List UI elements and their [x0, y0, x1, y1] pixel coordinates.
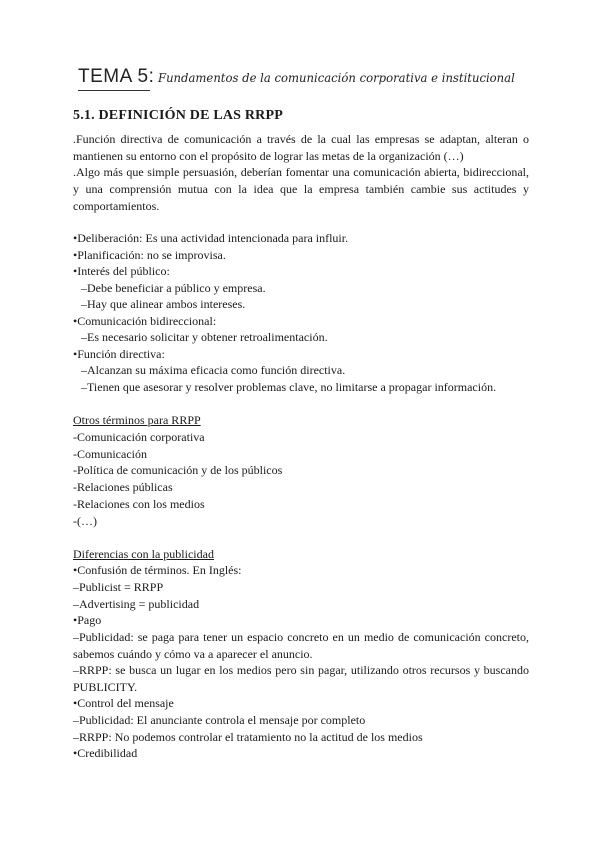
definition-paragraph-1: .Función directiva de comunicación a través de la cual las empresas se adaptan, alteran o mantienen su entorno con el propósito de lograr las metas de la organización (…)	[73, 132, 529, 163]
tema-subtitle: Fundamentos de la comunicación corporativa e institucional	[158, 70, 516, 85]
definition-paragraph-2: .Algo más que simple persuasión, deberían fomentar una comunicación abierta, bidireccional, y una comprensión mutua con la idea que la empresa también cambie sus actitudes y comportamientos.	[73, 165, 529, 213]
diferencias-confusion: •Confusión de términos. En Inglés:	[73, 563, 242, 577]
otros-item: -Comunicación	[73, 447, 147, 461]
section-title: 5.1. DEFINICIÓN DE LAS RRPP	[73, 108, 283, 123]
feature-bidireccional-sub-1: –Es necesario solicitar y obtener retroalimentación.	[81, 330, 328, 344]
diferencias-pago: •Pago	[73, 613, 102, 627]
diferencias-title: Diferencias con la publicidad	[73, 547, 214, 561]
diferencias-publicist: –Publicist = RRPP	[73, 580, 164, 594]
feature-planificacion: •Planificación: no se improvisa.	[73, 248, 226, 262]
feature-directiva-sub-1: –Alcanzan su máxima eficacia como función directiva.	[81, 363, 346, 377]
otros-title: Otros términos para RRPP	[73, 413, 201, 427]
page-header	[78, 66, 538, 92]
header-underline	[78, 90, 150, 91]
feature-interes-sub-1: –Debe beneficiar a público y empresa.	[81, 281, 266, 295]
diferencias-advertising: –Advertising = publicidad	[73, 597, 200, 611]
otros-item: -Comunicación corporativa	[73, 430, 205, 444]
diferencias-control-publicidad: –Publicidad: El anunciante controla el mensaje por completo	[73, 713, 366, 727]
diferencias-credibilidad: •Credibilidad	[73, 746, 138, 760]
otros-item: -(…)	[73, 514, 97, 528]
feature-directiva: •Función directiva:	[73, 347, 165, 361]
otros-item: -Relaciones públicas	[73, 480, 173, 494]
feature-directiva-sub-2: –Tienen que asesorar y resolver problemas clave, no limitarse a propagar información.	[81, 380, 497, 394]
otros-item: -Política de comunicación y de los públicos	[73, 463, 283, 477]
feature-interes-sub-2: –Hay que alinear ambos intereses.	[81, 297, 246, 311]
feature-interes: •Interés del público:	[73, 264, 170, 278]
diferencias-pago-publicidad: –Publicidad: se paga para tener un espacio concreto en un medio de comunicación concreto, sabemos cuándo y cómo va a aparecer el anuncio.	[73, 630, 529, 661]
diferencias-control: •Control del mensaje	[73, 696, 174, 710]
diferencias-control-rrpp: –RRPP: No podemos controlar el tratamiento no la actitud de los medios	[73, 730, 423, 744]
tema-label: TEMA 5:	[78, 66, 155, 87]
feature-bidireccional: •Comunicación bidireccional:	[73, 314, 217, 328]
otros-item: -Relaciones con los medios	[73, 497, 205, 511]
diferencias-pago-rrpp: –RRPP: se busca un lugar en los medios pero sin pagar, utilizando otros recursos y buscando PUBLICITY.	[73, 663, 529, 694]
feature-deliberacion: •Deliberación: Es una actividad intencionada para influir.	[73, 231, 349, 245]
